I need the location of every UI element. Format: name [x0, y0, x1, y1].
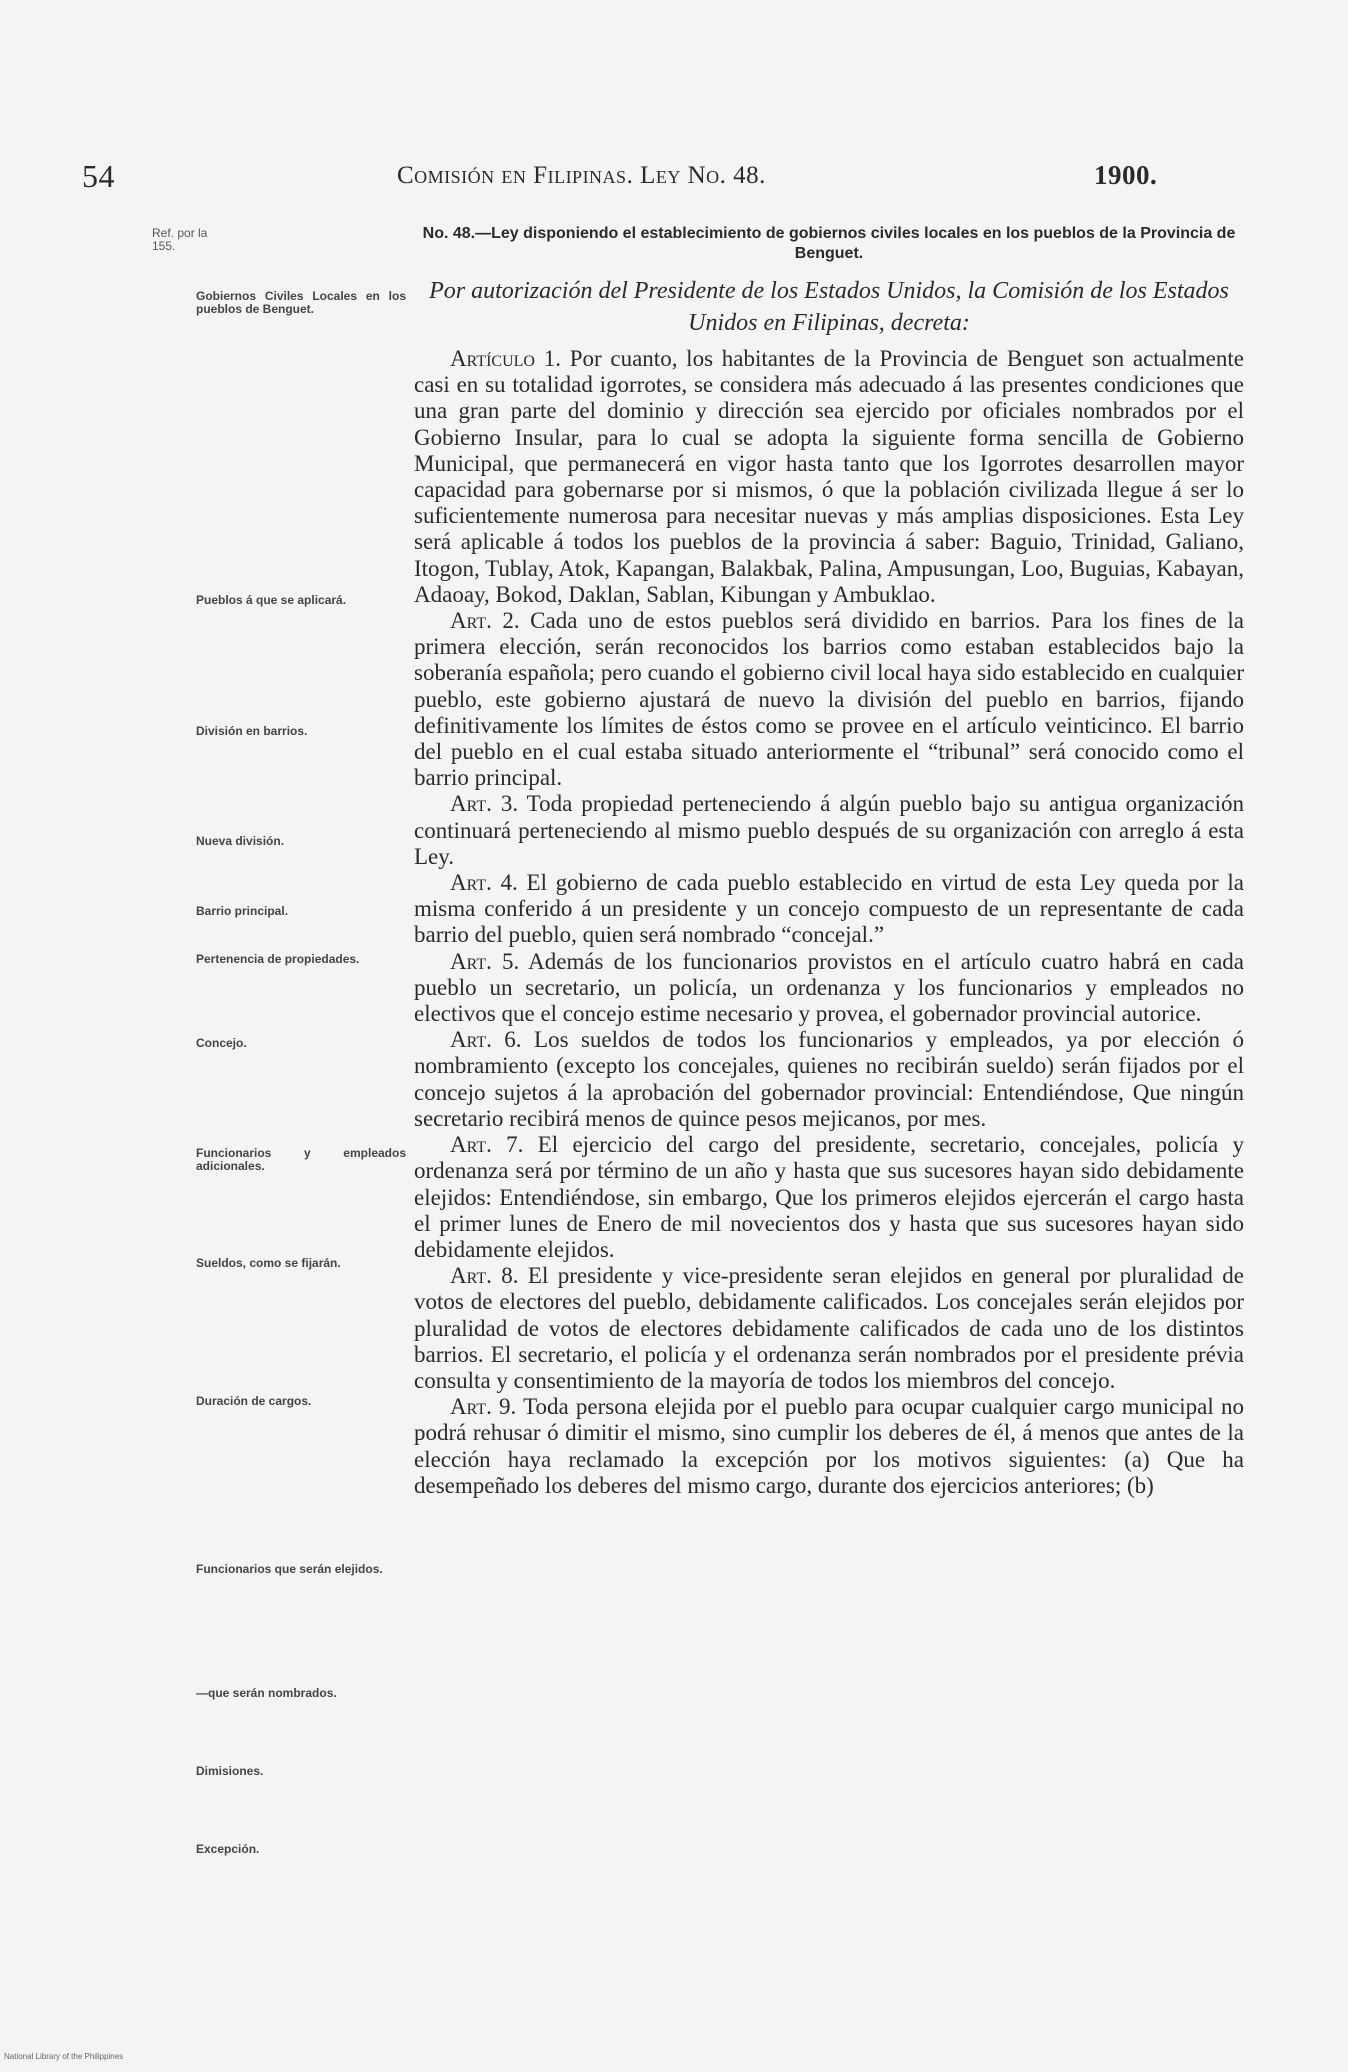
sidenote: Dimisiones.: [196, 1764, 264, 1778]
sidenote: Pertenencia de propiedades.: [196, 952, 360, 966]
act-body: [414, 346, 1244, 1499]
sidenote: Sueldos, como se fijarán.: [196, 1256, 341, 1270]
article-text: El presidente y vice-presidente seran elejidos en general por pluralidad de votos de electores del pueblo, debidamente calificados. Los concejales serán elejidos por pluralidad de votos de electores debidamente calificados de cada uno de los distintos barrios. El secretario, el policía y el ordenanza serán nombrados por el presidente prévia consulta y consentimiento de la mayoría de todos los miembros del concejo.: [414, 1263, 1244, 1393]
sidenote: Funcionarios y empleados adicionales.: [196, 1146, 406, 1173]
article-paragraph: [414, 949, 1244, 1028]
enacting-clause: Por autorización del Presidente de los Estados Unidos, la Comisión de los Estados Unidos en Filipinas, decreta:: [429, 278, 1229, 336]
article-text: El gobierno de cada pueblo establecido en virtud de esta Ley queda por la misma conferido á un presidente y un concejo compuesto de un representante de cada barrio del pueblo, quien será nombrado “concejal.”: [414, 870, 1244, 948]
article-paragraph: [414, 1394, 1244, 1499]
article-text: Los sueldos de todos los funcionarios y empleados, ya por elección ó nombramiento (excepto los concejales, quienes no recibirán sueldo) serán fijados por el concejo sujetos á la aprobación del gobernador provincial: Entendiéndose, Que ningún secretario recibirá menos de quince pesos mejicanos, por mes.: [414, 1027, 1244, 1131]
article-label: Art. 6.: [450, 1027, 522, 1053]
sidenote: Pueblos á que se aplicará.: [196, 593, 347, 607]
article-paragraph: [414, 1027, 1244, 1132]
article-text: Toda propiedad perteneciendo á algún pueblo bajo su antigua organización continuará perteneciendo al mismo pueblo después de su organización con arreglo á esta Ley.: [414, 791, 1244, 869]
article-text: Cada uno de estos pueblos será dividido en barrios. Para los fines de la primera elección, serán reconocidos los barrios como estaban establecidos bajo la soberanía española; pero cuando el gobierno civil local haya sido establecido en cualquier pueblo, este gobierno ajustará de nuevo la división del pueblo en barrios, fijando definitivamente los límites de éstos como se provee en el artículo veinticinco. El barrio del pueblo en el cual estaba situado anteriormente el “tribunal” será conocido como el barrio principal.: [414, 608, 1244, 791]
sidenote: Duración de cargos.: [196, 1394, 312, 1408]
article-label: Art. 3.: [450, 791, 519, 817]
article-label: Art. 9.: [450, 1394, 517, 1420]
article-paragraph: [414, 870, 1244, 949]
running-title: Comisión en Filipinas. Ley No. 48.: [397, 162, 766, 189]
article-paragraph: [414, 346, 1244, 608]
sidenote: —que serán nombrados.: [196, 1686, 337, 1700]
sidenote: Barrio principal.: [196, 904, 289, 918]
article-paragraph: [414, 1263, 1244, 1394]
scan-footer: National Library of the Philippines: [4, 2052, 124, 2061]
article-text: El ejercicio del cargo del presidente, secretario, concejales, policía y ordenanza será por término de un año y hasta que sus sucesores hayan sido debidamente elejidos: Entendiéndose, sin embargo, Que los primeros elejidos ejercerán el cargo hasta el primer lunes de Enero de mil novecientos dos y hasta que sus sucesores hayan sido debidamente elejidos.: [414, 1132, 1244, 1262]
article-paragraph: [414, 1132, 1244, 1263]
article-label: Artículo 1.: [450, 346, 561, 371]
sidenote: Funcionarios que serán elejidos.: [196, 1562, 383, 1576]
article-label: Art. 8.: [450, 1263, 519, 1289]
article-text: Además de los funcionarios provistos en el artículo cuatro habrá en cada pueblo un secretario, un policía, un ordenanza y los funcionarios y empleados no electivos que el concejo estime necesario y provea, el gobernador provincial autorice.: [414, 948, 1244, 1027]
article-label: Art. 7.: [450, 1132, 524, 1158]
article-label: Art. 4.: [450, 870, 518, 896]
sidenote: Gobiernos Civiles Locales en los pueblos de Benguet.: [196, 289, 406, 316]
sidenote: División en barrios.: [196, 724, 308, 738]
article-text: Por cuanto, los habitantes de la Provincia de Benguet son actualmente casi en su totalidad igorrotes, se considera más adecuado á las presentes condiciones que una gran parte del dominio y dirección sea ejercido por oficiales nombrados por el Gobierno Insular, para lo cual se adopta la siguiente forma sencilla de Gobierno Municipal, que permanecerá en vigor hasta tanto que los Igorrotes desarrollen mayor capacidad para gobernarse por si mismos, ó que la población civilizada llegue á ser lo suficientemente numerosa para necesitar nuevas y más amplias disposiciones. Esta Ley será aplicable á todos los pueblos de la provincia á saber: Baguio, Trinidad, Galiano, Itogon, Tublay, Atok, Kapangan, Balakbak, Palina, Ampusungan, Loo, Buguias, Kabayan, Adaoay, Bokod, Daklan, Sablan, Kibungan y Ambuklao.: [414, 346, 1244, 607]
page-number: 54: [82, 158, 115, 194]
sidenote: Excepción.: [196, 1842, 260, 1856]
article-text: Toda persona elejida por el pueblo para ocupar cualquier cargo municipal no podrá rehusar ó dimitir el mismo, sino cumplir los deberes de él, á menos que antes de la elección haya reclamado la excepción por los motivos siguientes: (a) Que ha desempeñado los deberes del mismo cargo, durante dos ejercicios anteriores; (b): [414, 1394, 1244, 1498]
article-label: Art. 5.: [450, 948, 520, 974]
sidenote: Nueva división.: [196, 834, 285, 848]
article-paragraph: [414, 791, 1244, 870]
article-label: Art. 2.: [450, 608, 520, 634]
page-header: [82, 158, 1282, 198]
article-paragraph: [414, 608, 1244, 791]
header-year: 1900.: [1094, 160, 1158, 190]
sidenote: Concejo.: [196, 1036, 247, 1050]
reference-note: Ref. por la 155.: [152, 226, 208, 253]
act-title: No. 48.—Ley disponiendo el establecimiento de gobiernos civiles locales en los pueblos de la Provincia de Benguet.: [422, 225, 1236, 262]
